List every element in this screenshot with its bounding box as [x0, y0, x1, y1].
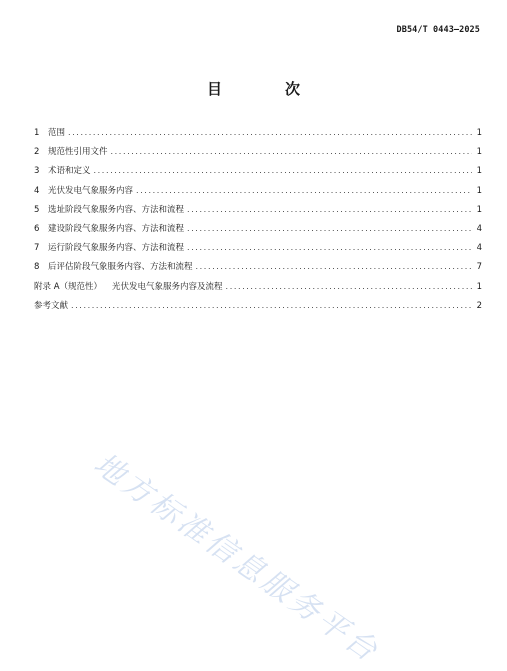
toc-entry-number: 6: [34, 223, 40, 234]
toc-entry-page: 4: [476, 223, 482, 234]
toc-entry-page: 7: [476, 262, 482, 273]
toc-leader-dots: [187, 204, 472, 216]
toc-entry[interactable]: [34, 185, 482, 204]
toc-entry-number: 7: [34, 243, 40, 254]
toc-appendix-label: 光伏发电气象服务内容及流程: [112, 281, 223, 292]
toc-entry[interactable]: [34, 223, 482, 242]
toc-entry-number: 5: [34, 204, 40, 215]
toc-entry-label: 选址阶段气象服务内容、方法和流程: [48, 204, 185, 215]
toc-leader-dots: [94, 165, 472, 177]
toc-references-entry[interactable]: [34, 300, 482, 319]
toc-entry[interactable]: [34, 165, 482, 184]
toc-entry-label: 范围: [48, 128, 66, 138]
page-title: 目 次: [206, 80, 324, 98]
toc-entry-label: 规范性引用文件: [48, 147, 108, 158]
toc-entry-number: 2: [34, 147, 40, 158]
toc-leader-dots: [226, 281, 472, 293]
toc-leader-dots: [136, 185, 472, 197]
toc-leader-dots: [71, 300, 472, 312]
watermark-text: 地方标准信息服务平台: [87, 446, 386, 671]
toc-entry[interactable]: [34, 127, 482, 146]
toc-entry[interactable]: [34, 204, 482, 223]
toc-appendix-entry[interactable]: [34, 281, 482, 300]
toc-entry[interactable]: [34, 261, 482, 280]
toc-entry-number: 4: [34, 185, 40, 196]
toc-entry-label: 后评估阶段气象服务内容、方法和流程: [48, 262, 193, 273]
toc-leader-dots: [111, 146, 472, 158]
toc-leader-dots: [196, 261, 472, 273]
toc-entry[interactable]: [34, 242, 482, 261]
toc-entry-number: 8: [34, 262, 40, 273]
toc-entry-page: 1: [476, 166, 482, 177]
toc-entry-page: 1: [476, 128, 482, 138]
toc-leader-dots: [187, 242, 472, 254]
toc-references-page: 2: [476, 300, 482, 311]
toc-leader-dots: [68, 127, 472, 139]
toc-entry-page: 1: [476, 147, 482, 158]
standard-code: DB54/T 0443—2025: [396, 25, 480, 35]
toc-entry-page: 1: [476, 204, 482, 215]
toc-entry[interactable]: [34, 146, 482, 165]
toc-entry-page: 4: [476, 243, 482, 254]
toc-entry-label: 建设阶段气象服务内容、方法和流程: [48, 223, 185, 234]
table-of-contents: [34, 127, 482, 319]
toc-entry-number: 3: [34, 166, 40, 177]
toc-appendix-prefix: 附录 A（规范性）: [34, 281, 103, 292]
toc-appendix-page: 1: [476, 281, 482, 292]
toc-entry-page: 1: [476, 185, 482, 196]
toc-entry-number: 1: [34, 128, 40, 138]
toc-entry-label: 运行阶段气象服务内容、方法和流程: [48, 243, 185, 254]
toc-references-label: 参考文献: [34, 300, 69, 311]
toc-entry-label: 光伏发电气象服务内容: [48, 185, 134, 196]
toc-leader-dots: [187, 223, 472, 235]
toc-entry-label: 术语和定义: [48, 166, 91, 177]
